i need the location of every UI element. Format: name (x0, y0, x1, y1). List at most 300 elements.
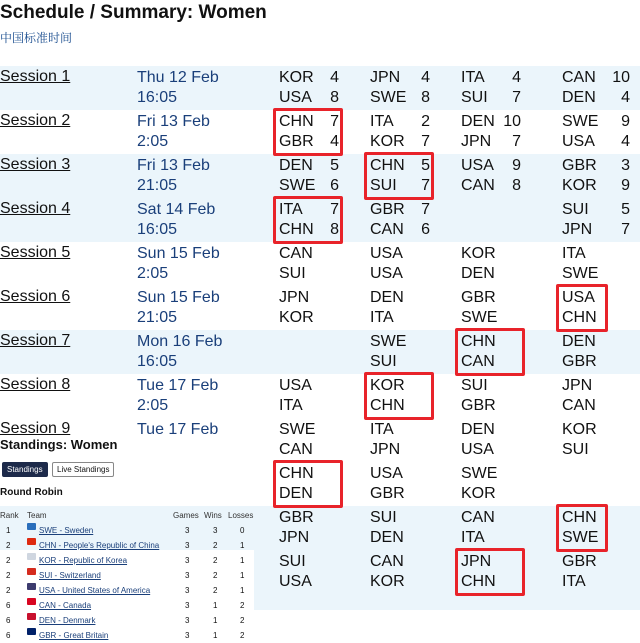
wins: 2 (213, 586, 218, 595)
highlight-box (455, 548, 525, 596)
games: 3 (185, 586, 190, 595)
game-cell[interactable] (279, 420, 345, 460)
team-score: 7 (421, 201, 430, 218)
team-code: USA (279, 89, 312, 106)
game-cell[interactable] (461, 464, 527, 504)
team-code: CHN (562, 509, 597, 526)
rank: 6 (6, 601, 11, 610)
team-code: CHN (370, 157, 405, 174)
rank: 6 (6, 631, 11, 640)
team-code: JPN (279, 529, 310, 546)
game-cell[interactable] (461, 112, 527, 152)
team-code: SWE (562, 265, 599, 282)
team-row (461, 176, 527, 196)
team-code: KOR (370, 573, 405, 590)
team-code: JPN (461, 133, 492, 150)
flag-icon (27, 523, 36, 530)
losses: 1 (240, 571, 245, 580)
team-row (279, 288, 345, 308)
team-score: 9 (512, 157, 521, 174)
session-link[interactable]: Session 9 (0, 420, 71, 437)
team-code: JPN (370, 69, 401, 86)
team-score: 4 (330, 69, 339, 86)
game-cell[interactable] (562, 68, 634, 108)
games: 3 (185, 601, 190, 610)
wins: 2 (213, 541, 218, 550)
team-score: 10 (503, 113, 521, 130)
wins: 2 (213, 556, 218, 565)
team-link[interactable]: CHN - People's Republic of China (39, 541, 160, 550)
team-row (279, 156, 345, 176)
team-code: DEN (461, 113, 495, 130)
flag-icon (27, 538, 36, 545)
team-code: ITA (562, 245, 586, 262)
team-code: SWE (370, 333, 407, 350)
team-row (279, 552, 345, 572)
team-row (370, 552, 436, 572)
session-link[interactable]: Session 8 (0, 376, 71, 393)
game-cell[interactable] (370, 200, 436, 240)
team-code: SWE (279, 177, 316, 194)
team-row (279, 528, 345, 548)
standings-row (0, 568, 260, 583)
game-cell[interactable] (562, 156, 634, 196)
standings-row (0, 613, 260, 628)
team-score: 7 (330, 113, 339, 130)
highlight-box (273, 460, 343, 508)
col-team: Team (27, 511, 47, 520)
session-link[interactable]: Session 6 (0, 288, 71, 305)
game-cell[interactable] (370, 420, 436, 460)
team-score: 10 (612, 69, 630, 86)
team-score: 7 (421, 133, 430, 150)
standings-row (0, 538, 260, 553)
team-code: KOR (370, 133, 405, 150)
team-code: CHN (461, 573, 496, 590)
team-code: SUI (279, 265, 306, 282)
team-code: SUI (370, 509, 397, 526)
team-link[interactable]: CAN - Canada (39, 601, 92, 610)
team-row (562, 440, 634, 460)
game-cell[interactable] (279, 244, 345, 284)
team-code: SWE (461, 465, 498, 482)
highlight-box (273, 196, 343, 244)
game-cell[interactable] (461, 244, 527, 284)
team-score: 4 (421, 69, 430, 86)
team-row (461, 420, 527, 440)
team-link[interactable]: DEN - Denmark (39, 616, 96, 625)
team-row (461, 68, 527, 88)
flag-icon (27, 553, 36, 560)
team-row (370, 528, 436, 548)
team-code: CHN (279, 465, 314, 482)
game-cell[interactable] (461, 288, 527, 328)
session-link[interactable]: Session 7 (0, 332, 71, 349)
losses: 1 (240, 541, 245, 550)
team-code: SWE (562, 113, 599, 130)
session-date: Tue 17 Feb (137, 377, 219, 394)
team-score: 7 (330, 201, 339, 218)
session-date: Mon 16 Feb (137, 333, 223, 350)
games: 3 (185, 526, 190, 535)
team-row (279, 264, 345, 284)
team-code: CAN (370, 221, 404, 238)
standings-row (0, 583, 260, 598)
game-cell[interactable] (562, 552, 634, 592)
team-code: JPN (370, 441, 401, 458)
team-score: 4 (330, 133, 339, 150)
team-row (279, 508, 345, 528)
game-cell[interactable] (279, 376, 345, 416)
team-code: GBR (461, 289, 496, 306)
game-cell[interactable] (562, 332, 634, 372)
team-row (370, 440, 436, 460)
rank: 2 (6, 586, 11, 595)
team-code: GBR (279, 133, 314, 150)
team-row (562, 352, 634, 372)
team-row (370, 200, 436, 220)
team-link[interactable]: KOR - Republic of Korea (39, 556, 128, 565)
team-code: GBR (461, 397, 496, 414)
team-row (461, 484, 527, 504)
team-row (279, 244, 345, 264)
team-code: KOR (279, 69, 314, 86)
team-row (461, 440, 527, 460)
flag-icon (27, 598, 36, 605)
team-row (562, 264, 634, 284)
session-link[interactable]: Session 5 (0, 244, 71, 261)
team-score: 5 (621, 201, 630, 218)
team-score: 6 (330, 177, 339, 194)
standings-button[interactable]: Standings (2, 462, 48, 477)
team-row (562, 156, 634, 176)
flag-icon (27, 628, 36, 635)
team-code: ITA (370, 421, 394, 438)
team-code: ITA (370, 113, 394, 130)
team-score: 4 (512, 69, 521, 86)
team-score: 9 (621, 177, 630, 194)
team-code: KOR (562, 177, 597, 194)
team-code: JPN (562, 377, 593, 394)
team-code: ITA (461, 69, 485, 86)
game-cell[interactable] (562, 200, 634, 240)
col-games: Games (173, 511, 199, 520)
team-code: JPN (279, 289, 310, 306)
team-code: JPN (562, 221, 593, 238)
session-time: 16:05 (137, 89, 178, 106)
col-losses: Losses (228, 511, 254, 520)
game-cell[interactable] (562, 376, 634, 416)
losses: 2 (240, 601, 245, 610)
team-row (461, 288, 527, 308)
team-code: CHN (562, 309, 597, 326)
team-link[interactable]: USA - United States of America (39, 586, 151, 595)
team-code: CAN (562, 69, 596, 86)
team-code: KOR (461, 485, 496, 502)
game-cell[interactable] (562, 244, 634, 284)
game-cell[interactable] (461, 508, 527, 548)
session-link[interactable]: Session 4 (0, 200, 71, 217)
game-cell[interactable] (461, 420, 527, 460)
session-time: 16:05 (137, 353, 178, 370)
games: 3 (185, 556, 190, 565)
team-code: USA (370, 245, 403, 262)
timezone-label: 中国标准时间 (0, 31, 73, 45)
game-cell[interactable] (370, 508, 436, 548)
wins: 1 (213, 631, 218, 640)
team-score: 7 (421, 177, 430, 194)
team-row (370, 308, 436, 328)
team-code: KOR (562, 421, 597, 438)
team-score: 4 (621, 89, 630, 106)
team-score: 5 (330, 157, 339, 174)
team-row (370, 420, 436, 440)
team-row (461, 88, 527, 108)
team-row (562, 176, 634, 196)
session-date: Tue 17 Feb (137, 421, 219, 438)
wins: 1 (213, 601, 218, 610)
team-code: SWE (279, 421, 316, 438)
flag-icon (27, 613, 36, 620)
session-date: Sat 14 Feb (137, 201, 216, 218)
team-row (370, 508, 436, 528)
team-code: SWE (461, 309, 498, 326)
team-score: 8 (512, 177, 521, 194)
team-row (461, 508, 527, 528)
team-row (279, 440, 345, 460)
game-cell[interactable] (461, 376, 527, 416)
team-code: KOR (370, 377, 405, 394)
team-code: SUI (370, 353, 397, 370)
team-row (370, 264, 436, 284)
session-date: Sun 15 Feb (137, 245, 220, 262)
losses: 1 (240, 586, 245, 595)
games: 3 (185, 631, 190, 640)
team-row (370, 572, 436, 592)
team-row (279, 376, 345, 396)
game-cell[interactable] (370, 552, 436, 592)
live-standings-button[interactable]: Live Standings (52, 462, 114, 477)
team-score: 6 (421, 221, 430, 238)
team-code: ITA (279, 201, 303, 218)
team-link[interactable]: SUI - Switzerland (39, 571, 101, 580)
team-row (279, 308, 345, 328)
team-code: USA (461, 157, 494, 174)
session-time: 2:05 (137, 265, 169, 282)
session-date: Fri 13 Feb (137, 113, 210, 130)
team-code: CAN (562, 397, 596, 414)
games: 3 (185, 616, 190, 625)
losses: 2 (240, 616, 245, 625)
team-score: 3 (621, 157, 630, 174)
team-code: SWE (562, 529, 599, 546)
game-cell[interactable] (370, 112, 436, 152)
team-code: CHN (461, 333, 496, 350)
team-code: DEN (279, 485, 313, 502)
team-score: 8 (330, 89, 339, 106)
team-row (461, 376, 527, 396)
losses: 2 (240, 631, 245, 640)
team-code: USA (370, 265, 403, 282)
team-code: GBR (562, 353, 597, 370)
team-code: USA (562, 289, 595, 306)
game-cell[interactable] (370, 244, 436, 284)
team-score: 2 (421, 113, 430, 130)
col-wins: Wins (204, 511, 222, 520)
team-code: CAN (461, 353, 495, 370)
highlight-box (455, 328, 525, 376)
team-code: KOR (461, 245, 496, 262)
team-code: JPN (461, 553, 492, 570)
team-code: CHN (370, 397, 405, 414)
team-row (562, 244, 634, 264)
game-cell[interactable] (279, 552, 345, 592)
team-row (370, 88, 436, 108)
team-row (461, 464, 527, 484)
team-row (279, 88, 345, 108)
game-cell[interactable] (370, 464, 436, 504)
team-row (370, 244, 436, 264)
team-code: SUI (461, 377, 488, 394)
team-row (370, 464, 436, 484)
team-score: 7 (512, 133, 521, 150)
team-code: CAN (370, 553, 404, 570)
game-cell[interactable] (562, 112, 634, 152)
row-band (0, 330, 640, 374)
team-score: 8 (421, 89, 430, 106)
game-cell[interactable] (461, 156, 527, 196)
game-cell[interactable] (370, 332, 436, 372)
team-code: USA (370, 465, 403, 482)
team-score: 9 (621, 113, 630, 130)
game-cell[interactable] (279, 156, 345, 196)
team-code: CAN (461, 177, 495, 194)
team-row (370, 484, 436, 504)
team-code: USA (279, 377, 312, 394)
team-score: 7 (512, 89, 521, 106)
rank: 1 (6, 526, 11, 535)
game-cell[interactable] (279, 288, 345, 328)
team-row (461, 396, 527, 416)
team-score: 8 (330, 221, 339, 238)
team-row (461, 112, 527, 132)
highlight-box (556, 284, 608, 332)
team-code: DEN (461, 265, 495, 282)
team-code: SUI (370, 177, 397, 194)
team-code: CAN (279, 441, 313, 458)
team-code: DEN (370, 529, 404, 546)
team-row (370, 132, 436, 152)
team-code: SUI (461, 89, 488, 106)
team-row (461, 528, 527, 548)
highlight-box (273, 108, 343, 156)
team-code: GBR (370, 485, 405, 502)
game-cell[interactable] (370, 288, 436, 328)
team-score: 4 (621, 133, 630, 150)
team-row (370, 112, 436, 132)
team-code: KOR (279, 309, 314, 326)
team-code: SWE (370, 89, 407, 106)
team-link[interactable]: GBR - Great Britain (39, 631, 109, 640)
team-row (562, 220, 634, 240)
session-link[interactable]: Session 1 (0, 68, 71, 85)
game-cell[interactable] (562, 420, 634, 460)
highlight-box (364, 372, 434, 420)
session-date: Thu 12 Feb (137, 69, 219, 86)
team-row (562, 132, 634, 152)
team-code: DEN (562, 333, 596, 350)
session-time: 21:05 (137, 177, 178, 194)
session-date: Fri 13 Feb (137, 157, 210, 174)
team-link[interactable]: SWE - Sweden (39, 526, 94, 535)
team-row (279, 396, 345, 416)
team-code: USA (461, 441, 494, 458)
rank: 2 (6, 556, 11, 565)
games: 3 (185, 571, 190, 580)
losses: 0 (240, 526, 245, 535)
team-row (562, 396, 634, 416)
team-code: DEN (279, 157, 313, 174)
game-cell[interactable] (279, 68, 345, 108)
team-code: ITA (370, 309, 394, 326)
team-row (461, 132, 527, 152)
session-link[interactable]: Session 3 (0, 156, 71, 173)
session-time: 2:05 (137, 397, 169, 414)
standings-row (0, 553, 260, 568)
team-code: CHN (279, 113, 314, 130)
team-code: CAN (461, 509, 495, 526)
team-code: USA (562, 133, 595, 150)
session-time: 21:05 (137, 309, 178, 326)
rank: 2 (6, 571, 11, 580)
highlight-box (364, 152, 434, 200)
team-row (562, 572, 634, 592)
team-row (562, 552, 634, 572)
team-row (370, 332, 436, 352)
team-code: CHN (279, 221, 314, 238)
team-row (370, 352, 436, 372)
rank: 6 (6, 616, 11, 625)
highlight-box (556, 504, 608, 552)
round-robin-label: Round Robin (0, 487, 63, 498)
team-code: DEN (370, 289, 404, 306)
team-code: USA (279, 573, 312, 590)
team-row (370, 68, 436, 88)
game-cell[interactable] (370, 68, 436, 108)
team-row (370, 288, 436, 308)
game-cell[interactable] (279, 508, 345, 548)
team-code: ITA (279, 397, 303, 414)
standings-row (0, 523, 260, 538)
team-code: DEN (461, 421, 495, 438)
team-code: ITA (562, 573, 586, 590)
team-row (562, 200, 634, 220)
team-row (562, 376, 634, 396)
rank: 2 (6, 541, 11, 550)
wins: 1 (213, 616, 218, 625)
team-code: GBR (279, 509, 314, 526)
wins: 3 (213, 526, 218, 535)
standings-row (0, 598, 260, 613)
session-link[interactable]: Session 2 (0, 112, 71, 129)
team-code: DEN (562, 89, 596, 106)
team-row (279, 176, 345, 196)
game-cell[interactable] (461, 68, 527, 108)
session-date: Sun 15 Feb (137, 289, 220, 306)
col-rank: Rank (0, 511, 19, 520)
team-code: SUI (562, 201, 589, 218)
session-time: 16:05 (137, 221, 178, 238)
